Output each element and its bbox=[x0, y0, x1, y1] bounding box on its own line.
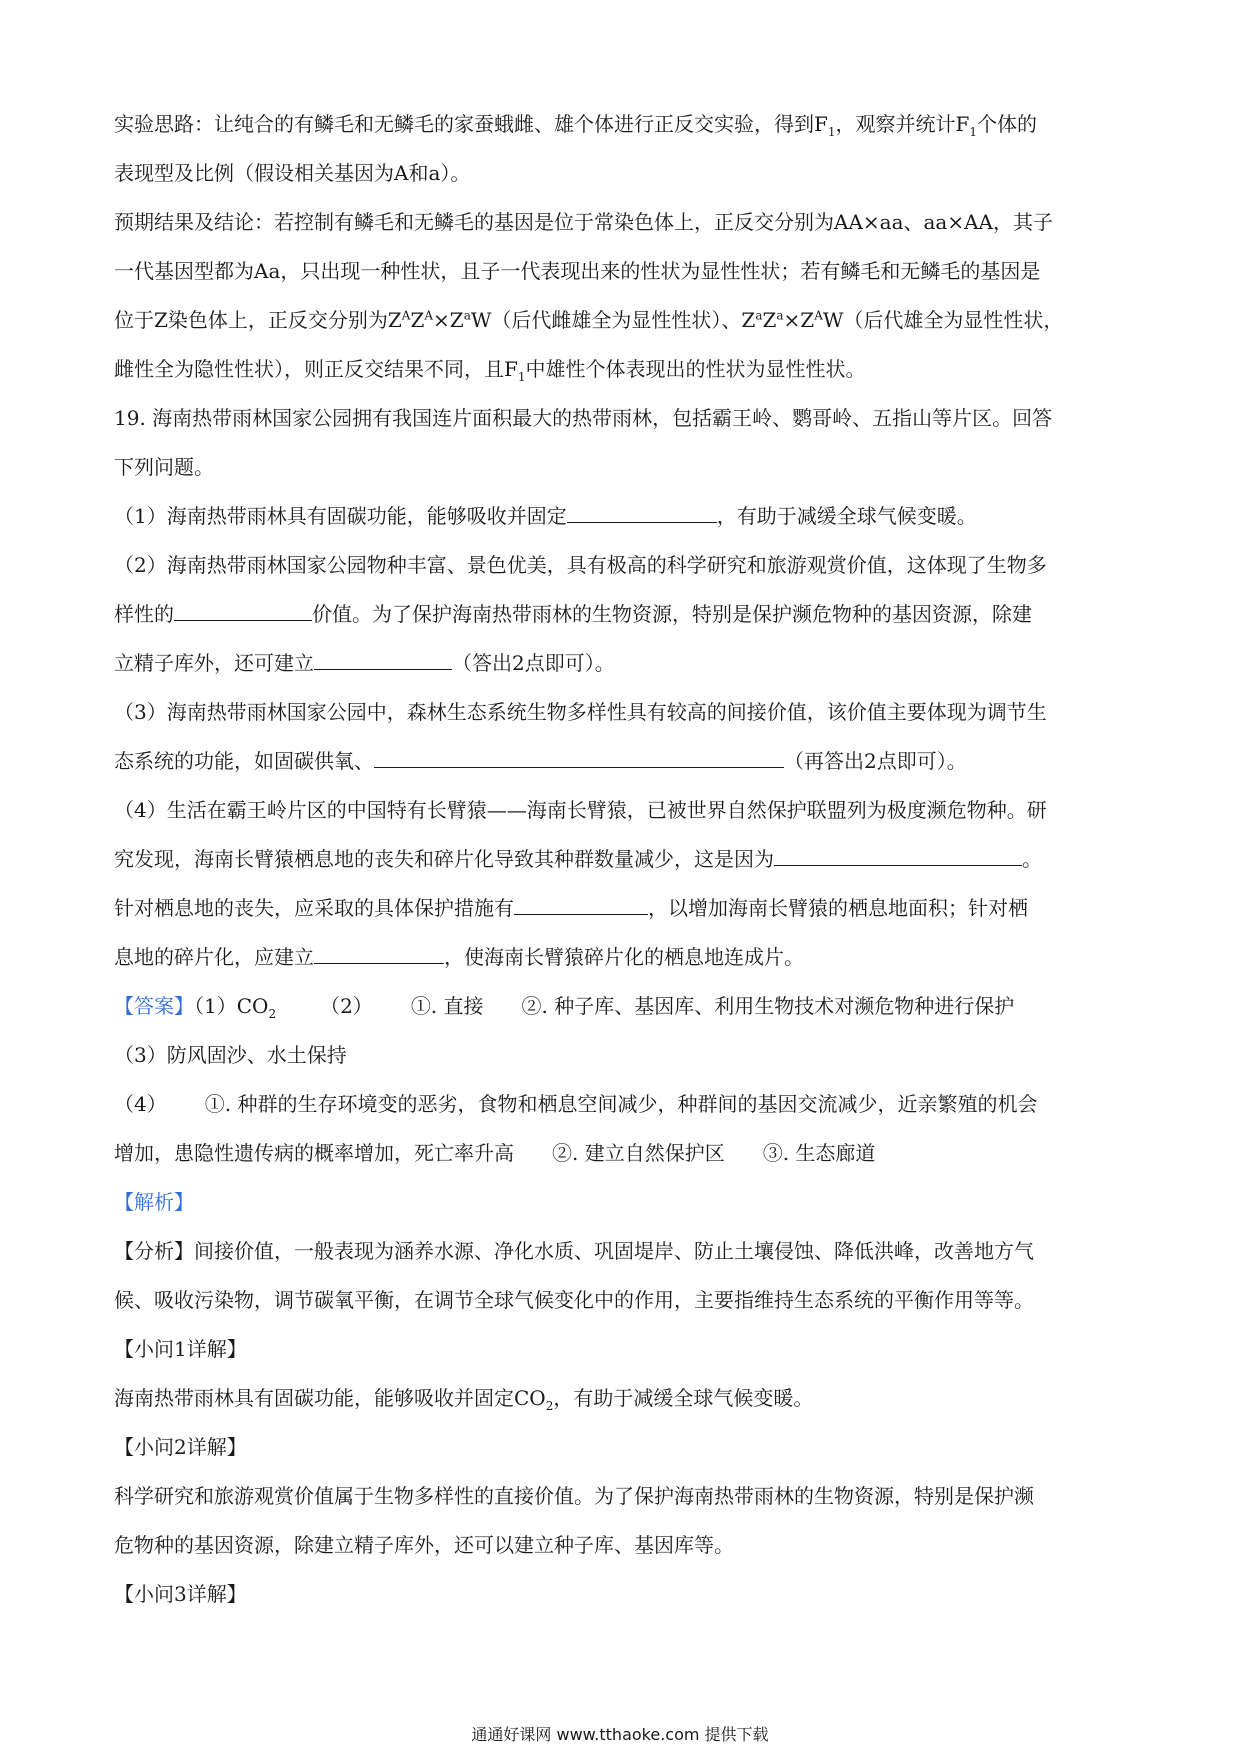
paragraph-line bbox=[114, 100, 1130, 149]
text: ×Z bbox=[433, 308, 464, 332]
sub-question-4 bbox=[114, 884, 1130, 933]
answer-line bbox=[114, 1129, 1130, 1178]
text: 立精子库外，还可建立 bbox=[114, 651, 314, 675]
text: 实验思路：让纯合的有鳞毛和无鳞毛的家蚕蛾雌、雄个体进行正反交实验，得到F bbox=[114, 112, 828, 136]
text: 样性的 bbox=[114, 602, 174, 626]
question-stem: 19. 海南热带雨林国家公园拥有我国连片面积最大的热带雨林，包括霸王岭、鹦哥岭、五指山等片区。回答 bbox=[114, 406, 1053, 430]
sub-question-4 bbox=[114, 933, 1130, 982]
text: ，有助于减缓全球气候变暖。 bbox=[553, 1386, 814, 1410]
page-footer: 通通好课网 www.tthaoke.com 提供下载 bbox=[471, 1725, 769, 1744]
analysis-line: 【分析】间接价值，一般表现为涵养水源、净化水质、巩固堤岸、防止土壤侵蚀、降低洪峰，改善地方气 bbox=[114, 1239, 1034, 1263]
sub-question-2: （2）海南热带雨林国家公园物种丰富、景色优美，具有极高的科学研究和旅游观赏价值，这体现了生物多 bbox=[114, 553, 1047, 577]
text: Z bbox=[410, 308, 425, 332]
answer-blank bbox=[314, 643, 452, 670]
subscript: 1 bbox=[517, 370, 526, 384]
answer-blank bbox=[567, 496, 717, 523]
paragraph-line: 表现型及比例（假设相关基因为A和a）。 bbox=[114, 161, 471, 185]
analysis-line: 候、吸收污染物，调节碳氧平衡，在调节全球气候变化中的作用，主要指维持生态系统的平衡作用等等。 bbox=[114, 1288, 1034, 1312]
answer-tag: 【答案】 bbox=[114, 994, 194, 1018]
text: ，使海南长臂猿碎片化的栖息地连成片。 bbox=[444, 945, 804, 969]
subscript: 2 bbox=[268, 1007, 277, 1021]
section-heading: 【小问1详解】 bbox=[114, 1337, 247, 1361]
text: ①. 直接 bbox=[410, 994, 484, 1018]
answer-blank bbox=[374, 741, 784, 768]
text: ×Z bbox=[783, 308, 815, 332]
sub-question-1 bbox=[114, 492, 1130, 541]
text: 态系统的功能，如固碳供氧、 bbox=[114, 749, 374, 773]
sub-question-3 bbox=[114, 737, 1130, 786]
text: 增加，患隐性遗传病的概率增加，死亡率升高 bbox=[114, 1141, 514, 1165]
text: ③. 生态廊道 bbox=[762, 1141, 876, 1165]
subscript: 2 bbox=[545, 1399, 554, 1413]
subscript: 1 bbox=[827, 125, 836, 139]
answer-line bbox=[114, 982, 1130, 1031]
text: 。 bbox=[1022, 847, 1042, 871]
text: 针对栖息地的丧失，应采取的具体保护措施有 bbox=[114, 896, 514, 920]
analysis-tag: 【解析】 bbox=[114, 1190, 194, 1214]
text: W（后代雄全为显性性状， bbox=[822, 308, 1064, 332]
text: 雌性全为隐性性状），则正反交结果不同，且F bbox=[114, 357, 518, 381]
text: 中雄性个体表现出的性状为显性性状。 bbox=[525, 357, 866, 381]
answer-line: （3）防风固沙、水土保持 bbox=[114, 1043, 347, 1067]
text: （2） bbox=[320, 994, 373, 1018]
sub-question-4 bbox=[114, 835, 1130, 884]
sub-question-2 bbox=[114, 590, 1130, 639]
superscript: a bbox=[463, 308, 471, 323]
superscript: A bbox=[814, 308, 823, 323]
text: （答出2点即可）。 bbox=[452, 651, 615, 675]
answer-blank bbox=[774, 839, 1022, 866]
text: 位于Z染色体上，正反交分别为Z bbox=[114, 308, 402, 332]
text: 海南热带雨林具有固碳功能，能够吸收并固定CO bbox=[114, 1386, 546, 1410]
paragraph-line bbox=[114, 345, 1130, 394]
paragraph-line bbox=[114, 296, 1130, 345]
text: 息地的碎片化，应建立 bbox=[114, 945, 314, 969]
paragraph-line: 一代基因型都为Aa，只出现一种性状，且子一代表现出来的性状为显性性状；若有鳞毛和无鳞毛的基因是 bbox=[114, 259, 1041, 283]
text: 个体的 bbox=[977, 112, 1038, 136]
text: （再答出2点即可）。 bbox=[784, 749, 967, 773]
text: ，观察并统计F bbox=[835, 112, 970, 136]
section-heading: 【小问2详解】 bbox=[114, 1435, 247, 1459]
answer-line bbox=[114, 1080, 1130, 1129]
superscript: A bbox=[424, 308, 434, 323]
text: Z bbox=[762, 308, 777, 332]
analysis-line bbox=[114, 1374, 1130, 1423]
subscript: 1 bbox=[969, 125, 978, 139]
superscript: a bbox=[776, 308, 784, 323]
answer-blank bbox=[174, 594, 312, 621]
text: （4） bbox=[114, 1092, 167, 1116]
question-stem: 下列问题。 bbox=[114, 455, 214, 479]
text: W（后代雌雄全为显性性状）、Z bbox=[470, 308, 756, 332]
section-heading: 【小问3详解】 bbox=[114, 1582, 247, 1606]
text: （1）海南热带雨林具有固碳功能，能够吸收并固定 bbox=[114, 504, 567, 528]
text: ①. 种群的生存环境变的恶劣，食物和栖息空间减少，种群间的基因交流减少，近亲繁殖的机会 bbox=[204, 1092, 1038, 1116]
text: 价值。为了保护海南热带雨林的生物资源，特别是保护濒危物种的基因资源，除建 bbox=[312, 602, 1032, 626]
document-page bbox=[114, 100, 1130, 1619]
superscript: A bbox=[401, 308, 411, 323]
sub-question-4: （4）生活在霸王岭片区的中国特有长臂猿——海南长臂猿，已被世界自然保护联盟列为极度濒危物种。研 bbox=[114, 798, 1047, 822]
answer-blank bbox=[314, 937, 444, 964]
text: ②. 种子库、基因库、利用生物技术对濒危物种进行保护 bbox=[521, 994, 1015, 1018]
text: （1）CO bbox=[194, 994, 269, 1018]
text: ，有助于减缓全球气候变暖。 bbox=[716, 504, 977, 528]
sub-question-2 bbox=[114, 639, 1130, 688]
analysis-line: 危物种的基因资源，除建立精子库外，还可以建立种子库、基因库等。 bbox=[114, 1533, 734, 1557]
answer-blank bbox=[514, 888, 648, 915]
text: 究发现，海南长臂猿栖息地的丧失和碎片化导致其种群数量减少，这是因为 bbox=[114, 847, 774, 871]
sub-question-3: （3）海南热带雨林国家公园中，森林生态系统生物多样性具有较高的间接价值，该价值主要体现为调节生 bbox=[114, 700, 1047, 724]
text: ，以增加海南长臂猿的栖息地面积；针对栖 bbox=[648, 896, 1028, 920]
analysis-line: 科学研究和旅游观赏价值属于生物多样性的直接价值。为了保护海南热带雨林的生物资源，特别是保护濒 bbox=[114, 1484, 1034, 1508]
paragraph-line: 预期结果及结论：若控制有鳞毛和无鳞毛的基因是位于常染色体上，正反交分别为AA×aa、aa×AA，其子 bbox=[114, 210, 1053, 234]
text: ②. 建立自然保护区 bbox=[552, 1141, 725, 1165]
superscript: a bbox=[755, 308, 763, 323]
